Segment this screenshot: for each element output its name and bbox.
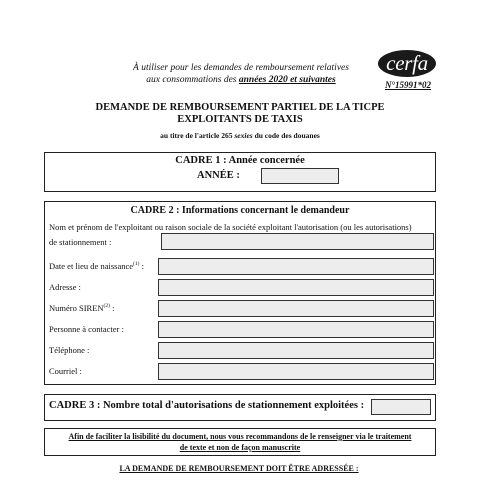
legal-reference-prefix: au titre de l'article 265 <box>160 131 235 140</box>
date-label-suffix: : <box>139 261 144 271</box>
siren-label <box>49 303 114 313</box>
legibility-notice <box>44 428 436 456</box>
cadre1-title: CADRE 1 : Année concernée <box>175 155 305 166</box>
annee-label: ANNÉE : <box>197 170 240 181</box>
usage-notice-years: années 2020 et suivantes <box>238 75 336 85</box>
contact-label: Personne à contacter : <box>49 324 124 334</box>
date-label <box>49 261 144 271</box>
cadre3-section <box>44 394 436 421</box>
cadre2-section <box>44 201 436 385</box>
submission-heading: LA DEMANDE DE REMBOURSEMENT DOIT ÊTRE ADRESSÉE : <box>119 464 359 473</box>
legal-reference <box>40 131 440 140</box>
usage-notice-prefix: aux consommations des <box>146 75 239 85</box>
courriel-label: Courriel : <box>49 366 82 376</box>
legibility-notice-line1: Afin de faciliter la lisibilité du document, nous vous recommandons de le renseigner via le traitement <box>68 432 412 441</box>
cerfa-logo <box>378 50 436 77</box>
contact-field[interactable] <box>158 321 434 338</box>
usage-notice <box>110 62 372 86</box>
siren-label-text: Numéro SIREN <box>49 303 104 313</box>
stationnement-label: de stationnement : <box>49 237 112 247</box>
telephone-field[interactable] <box>158 342 434 359</box>
telephone-label: Téléphone : <box>49 345 90 355</box>
usage-notice-line2 <box>110 74 372 86</box>
courriel-field[interactable] <box>158 363 434 380</box>
page-title-line2: EXPLOITANTS DE TAXIS <box>177 114 303 125</box>
siren-footnote-marker: (2) <box>103 303 110 310</box>
cadre1-section <box>44 152 436 192</box>
adresse-label: Adresse : <box>49 282 81 292</box>
date-label-text: Date et lieu de naissance <box>49 261 134 271</box>
date-field[interactable] <box>158 258 434 275</box>
autorisations-count-field[interactable] <box>371 399 431 415</box>
nom-field[interactable] <box>161 233 434 250</box>
siren-label-suffix: : <box>109 303 115 313</box>
legal-reference-italic: sexies <box>234 131 253 140</box>
date-footnote-marker: (1) <box>133 261 140 268</box>
siren-field[interactable] <box>158 300 434 317</box>
cerfa-logo-text: cerfa <box>386 51 428 75</box>
usage-notice-line1: À utiliser pour les demandes de remboursement relatives <box>133 63 349 73</box>
page-title-line1: DEMANDE DE REMBOURSEMENT PARTIEL DE LA TICPE <box>95 102 385 113</box>
annee-field[interactable] <box>261 168 339 184</box>
page-title <box>40 102 440 126</box>
legal-reference-suffix: du code des douanes <box>252 131 320 140</box>
cadre2-title: CADRE 2 : Informations concernant le demandeur <box>130 205 350 216</box>
adresse-field[interactable] <box>158 279 434 296</box>
form-number: N°15991*02 <box>384 80 432 90</box>
cadre3-title: CADRE 3 : Nombre total d'autorisations de stationnement exploitées : <box>49 400 365 411</box>
nom-label: Nom et prénom de l'exploitant ou raison sociale de la société exploitant l'autorisation (ou les autorisations) <box>49 222 412 232</box>
legibility-notice-line2: de texte et non de façon manuscrite <box>179 443 301 452</box>
